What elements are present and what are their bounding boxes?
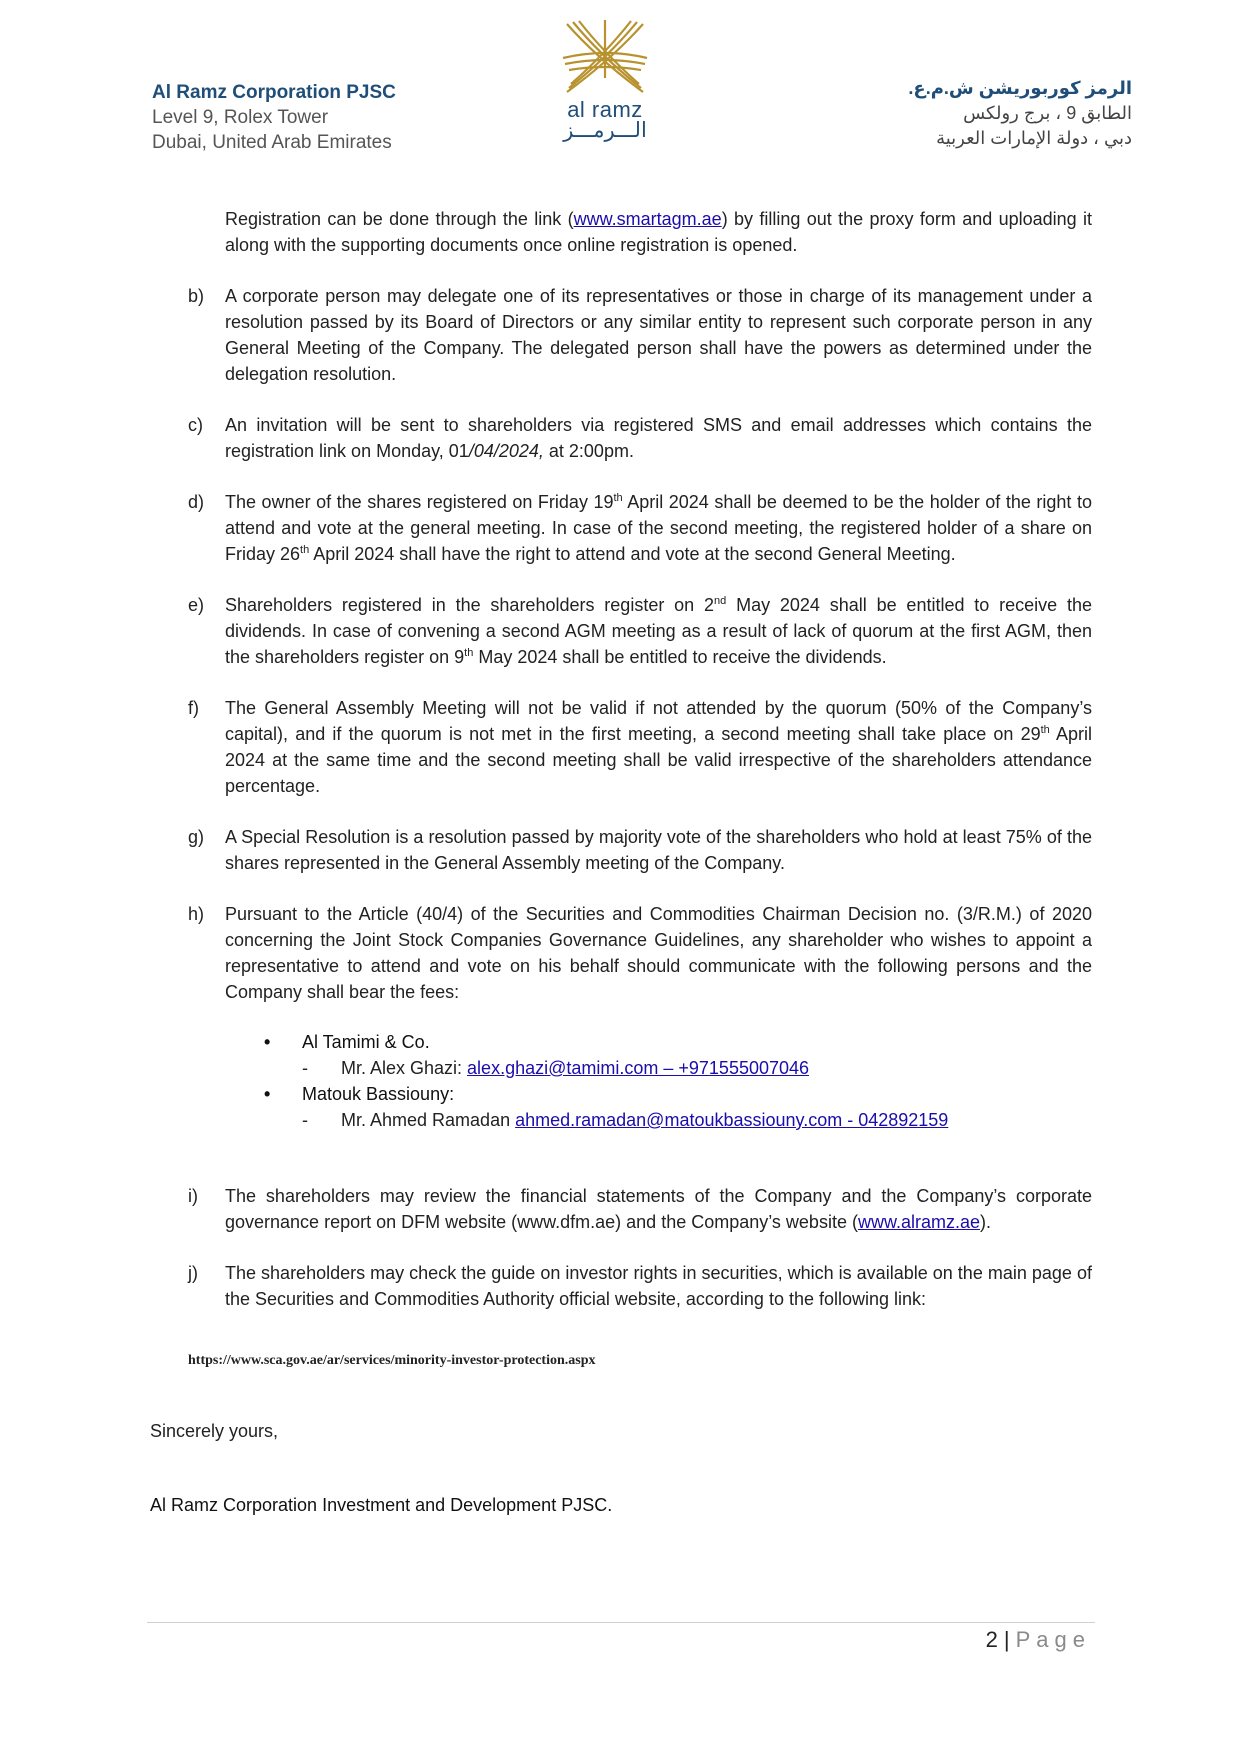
registration-paragraph (152, 206, 1092, 258)
list-item-text: The General Assembly Meeting will not be valid if not attended by the quorum (50% of the Company’s capital), and if the quorum is not met in the first meeting, a second meeting shall take place on 29 (225, 698, 1092, 744)
firm-name: Matouk Bassiouny: (302, 1084, 455, 1104)
registration-text-end: ) by filling out the proxy form and uploading it along with the supporting documents once online registration is opened. (225, 209, 1092, 255)
list-label: d) (188, 492, 205, 512)
list-item-text: May 2024 shall be entitled to receive the dividends. In case of convening a second AGM meeting as a result of lack of quorum at the first AGM, then the shareholders register on 9 (225, 595, 1092, 667)
list-item-text: A corporate person may delegate one of its representatives or those in charge of its management under a resolution passed by its Board of Directors or any similar entity to represent such corporate person in any General Meeting of the Company. The delegated person shall have the powers as determined under the delegation resolution. (225, 286, 1092, 384)
list-item-text: An invitation will be sent to shareholders via registered SMS and email addresses which contains the registration link on Monday, 01 (225, 415, 1092, 461)
dash-icon: - (302, 1058, 308, 1078)
ordinal-suffix: th (613, 492, 623, 504)
bullet-icon: • (264, 1032, 271, 1052)
list-item-i (152, 1183, 1092, 1235)
list-label: e) (188, 595, 205, 615)
list-label: j) (188, 1263, 198, 1283)
list-item-text: May 2024 shall be entitled to receive the dividends. (473, 647, 887, 667)
firm-name: Al Tamimi & Co. (302, 1032, 430, 1052)
list-item-text-end: at 2:00pm. (543, 441, 634, 461)
contact-firm (264, 1029, 1092, 1055)
ordinal-suffix: th (464, 647, 474, 659)
contact-email-link[interactable]: alex.ghazi@tamimi.com – +971555007046 (467, 1058, 810, 1078)
sca-url: https://www.sca.gov.ae/ar/services/minority-investor-protection.aspx (188, 1353, 596, 1368)
smartagm-link[interactable]: www.smartagm.ae (573, 209, 722, 229)
list-item-text: Shareholders registered in the shareholders register on 2 (225, 595, 714, 615)
page-word: Page (1015, 1627, 1091, 1652)
footer-separator: | (1003, 1627, 1010, 1652)
list-item-f (152, 695, 1092, 799)
list-item-text-end: ). (980, 1212, 991, 1232)
contact-firm (264, 1081, 1092, 1107)
list-item-text: A Special Resolution is a resolution passed by majority vote of the shareholders who hold at least 75% of the shares represented in the General Assembly meeting of the Company. (225, 827, 1092, 873)
al-ramz-logo (555, 18, 655, 153)
header-address-en (152, 80, 396, 155)
ordinal-suffix: th (1040, 724, 1050, 736)
ordinal-suffix: nd (714, 595, 727, 607)
list-item-text: The owner of the shares registered on Friday 19 (225, 492, 614, 512)
logo-emblem-icon (557, 18, 653, 98)
person-name: Mr. Alex Ghazi: (341, 1058, 468, 1078)
dash-icon: - (302, 1110, 308, 1130)
contact-email-link[interactable]: ahmed.ramadan@matoukbassiouny.com - 042892159 (515, 1110, 949, 1130)
footer-divider (147, 1622, 1095, 1623)
page-number: 2 (985, 1627, 998, 1652)
list-label: f) (188, 698, 199, 718)
contact-person (264, 1055, 1092, 1081)
header-address-ar (908, 76, 1132, 151)
address-line-2-en: Dubai, United Arab Emirates (152, 132, 392, 153)
date-italic: /04/2024, (468, 441, 544, 461)
list-label: b) (188, 286, 205, 306)
list-item-b (152, 283, 1092, 387)
list-item-d (152, 489, 1092, 567)
person-name: Mr. Ahmed Ramadan (341, 1110, 516, 1130)
company-name-ar: الرمز كوربوريشن ش.م.ع. (908, 78, 1132, 98)
list-item-j (152, 1260, 1092, 1312)
registration-text-start: Registration can be done through the link ( (225, 209, 574, 229)
list-label: c) (188, 415, 203, 435)
page-footer (986, 1627, 1091, 1653)
contact-list (152, 1029, 1092, 1133)
list-item-text: The shareholders may check the guide on investor rights in securities, which is available on the main page of the Securities and Commodities Authority official website, according to the following link: (225, 1263, 1092, 1309)
closing-salutation: Sincerely yours, (150, 1421, 279, 1441)
list-label: h) (188, 904, 205, 924)
list-item-text: April 2024 shall be deemed to be the holder of the right to attend and vote at the general meeting. In case of the second meeting, the registered holder of a share on Friday 26 (225, 492, 1092, 564)
list-item-e (152, 592, 1092, 670)
alramz-website-link[interactable]: www.alramz.ae (857, 1212, 980, 1232)
list-item-text: Pursuant to the Article (40/4) of the Securities and Commodities Chairman Decision no. (3/R.M.) of 2020 concerning the Joint Stock Companies Governance Guidelines, any shareholder who wishes to appoint a representative to attend and vote on his behalf should communicate with the following persons and the Company shall bear the fees: (225, 904, 1092, 1002)
address-line-1-ar: الطابق 9 ، برج رولكس (963, 103, 1132, 123)
logo-text-en: al ramz (567, 97, 643, 122)
ordinal-suffix: th (300, 544, 310, 556)
list-item-text: April 2024 at the same time and the second meeting shall be valid irrespective of the shareholders attendance percentage. (225, 724, 1092, 796)
list-item-text: April 2024 shall have the right to attend and vote at the second General Meeting. (309, 544, 956, 564)
list-item-text: The shareholders may review the financial statements of the Company and the Company’s corporate governance report on DFM website (www.dfm.ae) and the Company’s website ( (225, 1186, 1092, 1232)
letter-body (152, 206, 1092, 1374)
contact-person (264, 1107, 1092, 1133)
list-item-g (152, 824, 1092, 876)
logo-text-ar: الـــرمـــز (563, 119, 647, 142)
bullet-icon: • (264, 1084, 271, 1104)
signature-company: Al Ramz Corporation Investment and Development PJSC. (150, 1495, 613, 1515)
list-label: i) (188, 1186, 198, 1206)
list-label: g) (188, 827, 205, 847)
company-name-en: Al Ramz Corporation PJSC (152, 82, 396, 103)
address-line-1-en: Level 9, Rolex Tower (152, 107, 329, 128)
list-item-c (152, 412, 1092, 464)
list-item-h (152, 901, 1092, 1005)
address-line-2-ar: دبي ، دولة الإمارات العربية (936, 128, 1132, 148)
